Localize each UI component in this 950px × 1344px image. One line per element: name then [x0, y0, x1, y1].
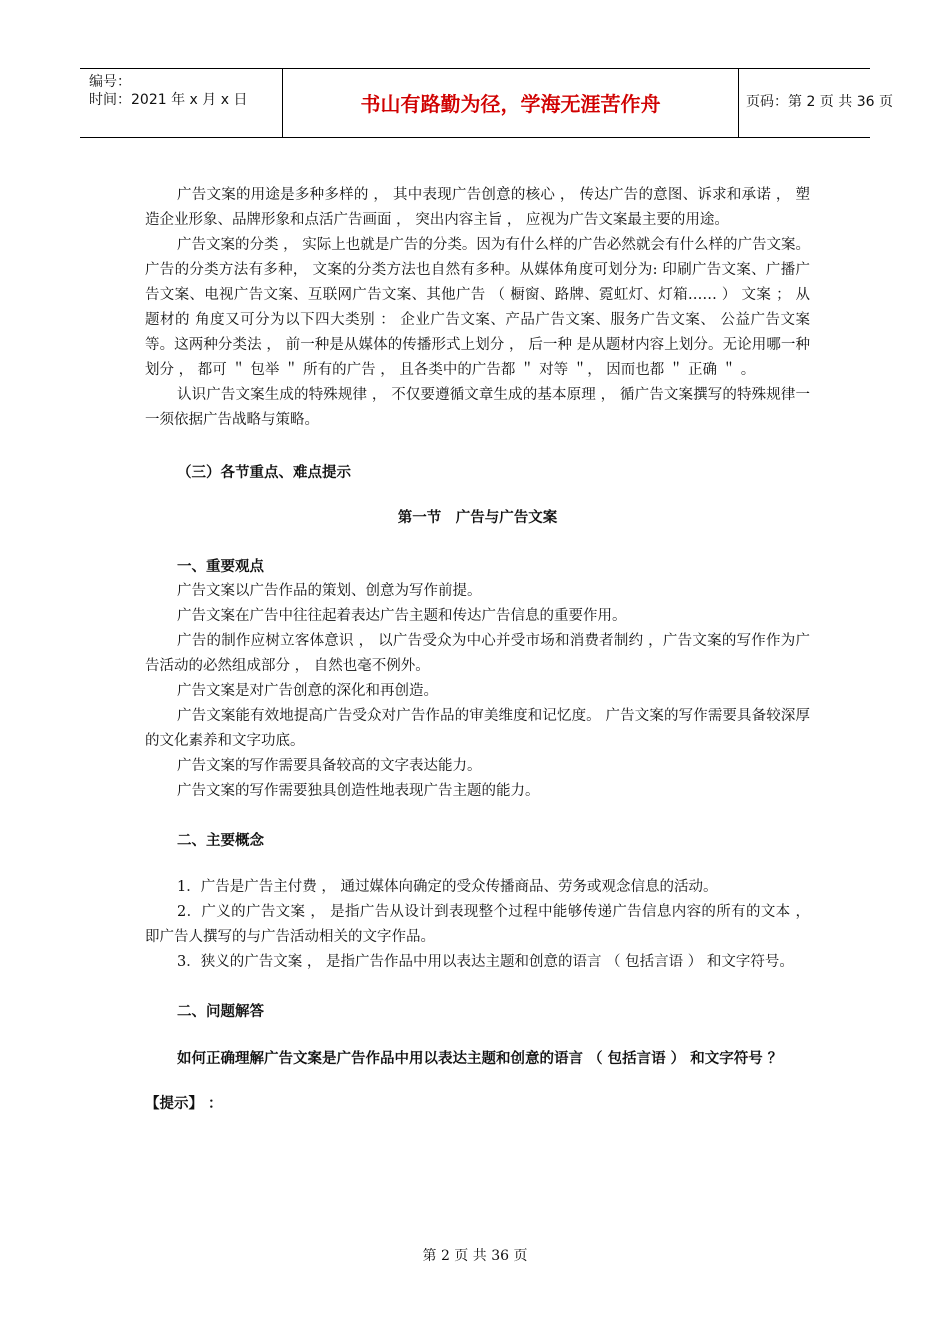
page-header [80, 68, 893, 138]
header-motto-cell [282, 69, 739, 137]
document-date-label: 时间：2021 年 x 月 x 日 [89, 92, 248, 108]
viewpoint-item: 广告的制作应树立客体意识 ， 以广告受众为中心并受市场和消费者制约 ，广告文案的写作作为广告活动的必然组成部分 ， 自然也毫不例外。 [145, 633, 810, 674]
viewpoint-item: 广告文案能有效地提高广告受众对广告作品的审美维度和记忆度。 广告文案的写作需要具备较深厚的文化素养和文字功底。 [145, 708, 810, 749]
paragraph-rules: 认识广告文案生成的特殊规律 ， 不仅要遵循文章生成的基本原理 ， 循广告文案撰写的特殊规律一一须依据广告战略与策略。 [145, 387, 810, 428]
viewpoint-item: 广告文案的写作需要独具创造性地表现广告主题的能力。 [177, 783, 540, 799]
viewpoint-item: 广告文案以广告作品的策划、创意为写作前提。 [177, 583, 482, 599]
document-number-label: 编号： [89, 74, 131, 90]
viewpoint-item: 广告文案的写作需要具备较高的文字表达能力。 [177, 758, 482, 774]
header-page-info: 页码：第 2 页 共 36 页 [746, 94, 893, 110]
heading-qa: 二、问题解答 [177, 1003, 264, 1020]
paragraph-usage: 广告文案的用途是多种多样的 ， 其中表现广告创意的核心 ， 传达广告的意图、诉求和承诺 ， 塑造企业形象、品牌形象和点活广告画面 ， 突出内容主旨 ， 应视为广告文案最主要的用途。 [145, 187, 810, 228]
concept-item: 2．广义的广告文案 ， 是指广告从设计到表现整个过程中能够传递广告信息内容的所有的文本 ， 即广告人撰写的与广告活动相关的文字作品。 [145, 904, 810, 945]
question-text: 如何正确理解广告文案是广告作品中用以表达主题和创意的语言 （ 包括言语 ） 和文字符号 ？ [177, 1050, 783, 1067]
concept-item: 1．广告是广告主付费 ， 通过媒体向确定的受众传播商品、劳务或观念信息的活动。 [177, 879, 718, 895]
header-left-cell [80, 69, 282, 137]
chapter-title: 第一节 广告与广告文案 [397, 509, 558, 526]
viewpoint-item: 广告文案在广告中往往起着表达广告主题和传达广告信息的重要作用。 [177, 608, 627, 624]
section-heading: （三）各节重点、难点提示 [177, 464, 351, 481]
motto-text: 书山有路勤为径，学海无涯苦作舟 [360, 92, 661, 116]
hint-label: 【提示】 ： [145, 1095, 223, 1112]
heading-important-viewpoints: 一、重要观点 [177, 558, 264, 575]
concept-item: 3．狭义的广告文案 ， 是指广告作品中用以表达主题和创意的语言 （ 包括言语 ） 和文字符号。 [177, 954, 794, 970]
document-body [145, 183, 810, 1116]
page-footer: 第 2 页 共 36 页 [422, 1248, 528, 1264]
heading-main-concepts: 二、主要概念 [177, 832, 264, 849]
header-right-cell [738, 69, 893, 137]
paragraph-classification: 广告文案的分类 ， 实际上也就是广告的分类。因为有什么样的广告必然就会有什么样的广告文案。广告的分类方法有多种， 文案的分类方法也自然有多种。从媒体角度可划分为: 印刷广告文案、广播广告文案、电视广告文案、互联网广告文案、其他广告 （ 橱窗、路牌、霓虹灯、灯箱…… ） 文案 ； 从题材的 角度又可分为以下四大类别 ： 企业广告文案、产品广告文案、服务广告文案、 公益广告文案等。这两种分类法 ， 前一种是从媒体的传播形式上划分 ， 后一种 是从题材内容上划分。无论用哪一种划分 ， 都可 ＂ 包举 ＂ 所有的广告 ， 且各类中的广告都 ＂ 对等 ＂， 因而也都 ＂ 正确 ＂ 。 [145, 237, 810, 378]
viewpoint-item: 广告文案是对广告创意的深化和再创造。 [177, 683, 438, 699]
